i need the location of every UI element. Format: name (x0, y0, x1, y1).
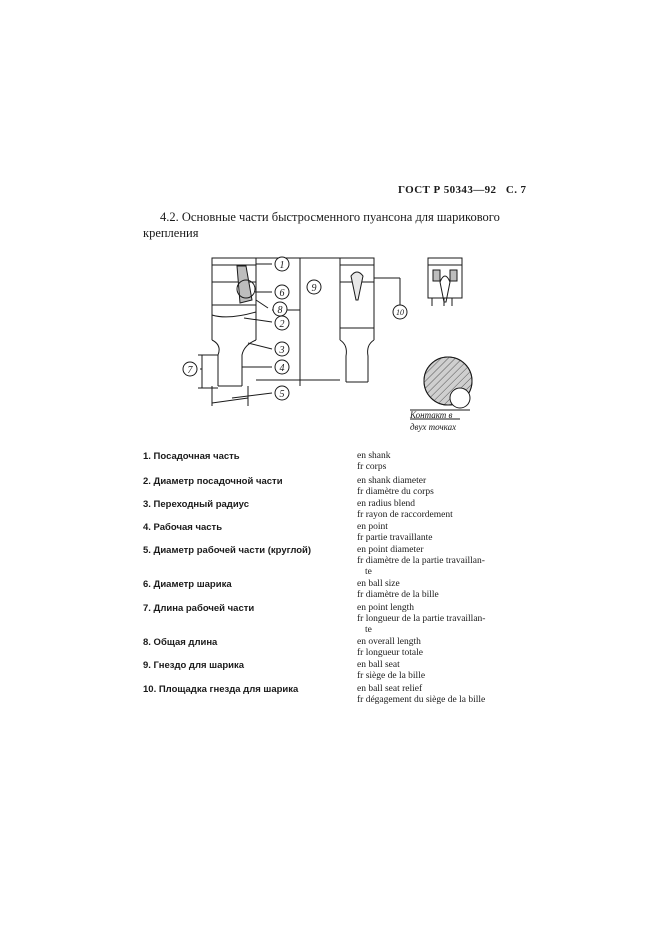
term-fr: fr partie travaillante (357, 533, 433, 543)
callout-2-label: 2 (279, 319, 285, 330)
contact-ball (450, 388, 470, 408)
callout-3-label: 3 (279, 345, 285, 356)
term-fr: fr corps (357, 462, 387, 472)
dimension-point-diameter (212, 398, 248, 403)
punch-head (212, 258, 256, 282)
callout-10 (393, 305, 407, 319)
term-fr: fr dégagement du siège de la bille (357, 695, 486, 705)
callout-8-label: 8 (277, 305, 283, 316)
term-fr: fr diamètre de la bille (357, 590, 439, 600)
callout-4 (275, 360, 289, 374)
callout-8 (273, 302, 287, 316)
term-en: en point diameter (357, 545, 424, 555)
term-en: en ball seat relief (357, 684, 423, 694)
term-fr: fr longueur de la partie travaillan- (357, 614, 486, 624)
term-ru: 8. Общая длина (143, 637, 218, 648)
term-ru: 9. Гнездо для шарика (143, 660, 245, 671)
callout-1-label: 1 (279, 260, 285, 271)
callout-4-label: 4 (279, 363, 285, 374)
term-en: en point length (357, 603, 414, 613)
term-fr: fr diamètre de la partie travaillan- (357, 556, 485, 566)
term-ru: 2. Диаметр посадочной части (143, 476, 283, 487)
callout-10-label: 10 (396, 308, 404, 317)
callout-1 (275, 257, 289, 271)
callout-6 (275, 285, 289, 299)
contact-label-line1: Контакт в (410, 410, 453, 420)
term-en: en radius blend (357, 499, 416, 509)
callout-5-label: 5 (279, 389, 285, 400)
term-en: en ball seat (357, 660, 400, 670)
section-title-text: 4.2. Основные части быстросменного пуансона для шарикового крепления (143, 210, 500, 240)
punch-left (212, 258, 256, 406)
callout-5 (275, 386, 289, 400)
term-en: en ball size (357, 579, 400, 589)
term-fr-continuation: te (365, 567, 372, 577)
callout-2 (275, 316, 289, 330)
punch-right (428, 258, 462, 306)
term-ru: 5. Диаметр рабочей части (круглой) (143, 545, 312, 556)
term-ru: 1. Посадочная часть (143, 451, 240, 462)
term-ru: 3. Переходный радиус (143, 499, 250, 510)
term-en: en overall length (357, 637, 421, 647)
callout-9-label: 9 (311, 283, 317, 294)
callout-7-label: 7 (187, 365, 193, 376)
term-fr: fr rayon de raccordement (357, 510, 453, 520)
term-ru: 7. Длина рабочей части (143, 603, 255, 614)
term-ru: 6. Диаметр шарика (143, 579, 232, 590)
term-fr: fr diamètre du corps (357, 487, 434, 497)
term-fr: fr longueur totale (357, 648, 423, 658)
term-en: en shank (357, 451, 391, 461)
contact-label-line2: двух точках (410, 422, 457, 432)
standard-number: ГОСТ Р 50343—92 (398, 184, 497, 196)
term-row (0, 603, 661, 633)
callout-9 (307, 280, 321, 294)
term-ru: 4. Рабочая часть (143, 522, 223, 533)
callout-3 (275, 342, 289, 356)
term-en: en shank diameter (357, 476, 427, 486)
term-fr: fr siège de la bille (357, 671, 426, 681)
term-row (0, 545, 661, 575)
term-fr-continuation: te (365, 625, 372, 635)
page-number: С. 7 (505, 184, 527, 196)
callout-6-label: 6 (279, 288, 285, 299)
punch-middle (340, 258, 400, 382)
term-row (0, 684, 661, 714)
callout-7 (183, 362, 197, 376)
term-ru: 10. Площадка гнезда для шарика (143, 684, 299, 695)
term-en: en point (357, 522, 388, 532)
